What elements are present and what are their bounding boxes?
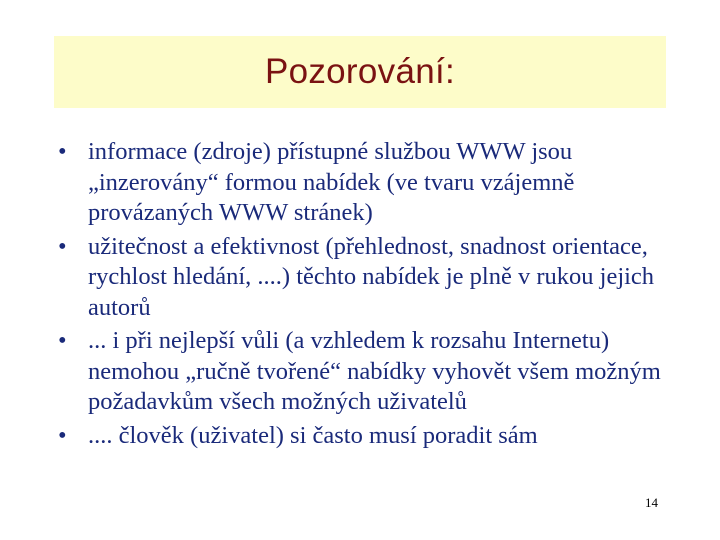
bullet-icon: •: [58, 138, 67, 165]
bullet-item: [58, 137, 688, 229]
title-banner: [54, 36, 666, 108]
bullet-item: [58, 421, 688, 452]
bullet-text: užitečnost a efektivnost (přehlednost, snadnost orientace, rychlost hledání, ....) těchto nabídek je plně v rukou jejich autorů: [88, 232, 655, 321]
bullet-text: ... i při nejlepší vůli (a vzhledem k rozsahu Internetu) nemohou „ručně tvořené“ nabídky vyhovět všem možným požadavkům všech možných uživatelů: [88, 327, 661, 415]
bullet-list: [58, 137, 688, 454]
bullet-icon: •: [58, 421, 67, 449]
bullet-icon: •: [58, 327, 67, 354]
page-number: 14: [645, 495, 658, 510]
bullet-text: .... člověk (uživatel) si často musí poradit sám: [88, 421, 538, 449]
bullet-text: informace (zdroje) přístupné službou WWW jsou „inzerovány“ formou nabídek (ve tvaru vzájemně provázaných WWW stránek): [88, 138, 575, 226]
bullet-item: [58, 326, 688, 418]
bullet-item: [58, 232, 688, 324]
bullet-icon: •: [58, 232, 67, 260]
slide-title: Pozorování:: [264, 52, 456, 91]
